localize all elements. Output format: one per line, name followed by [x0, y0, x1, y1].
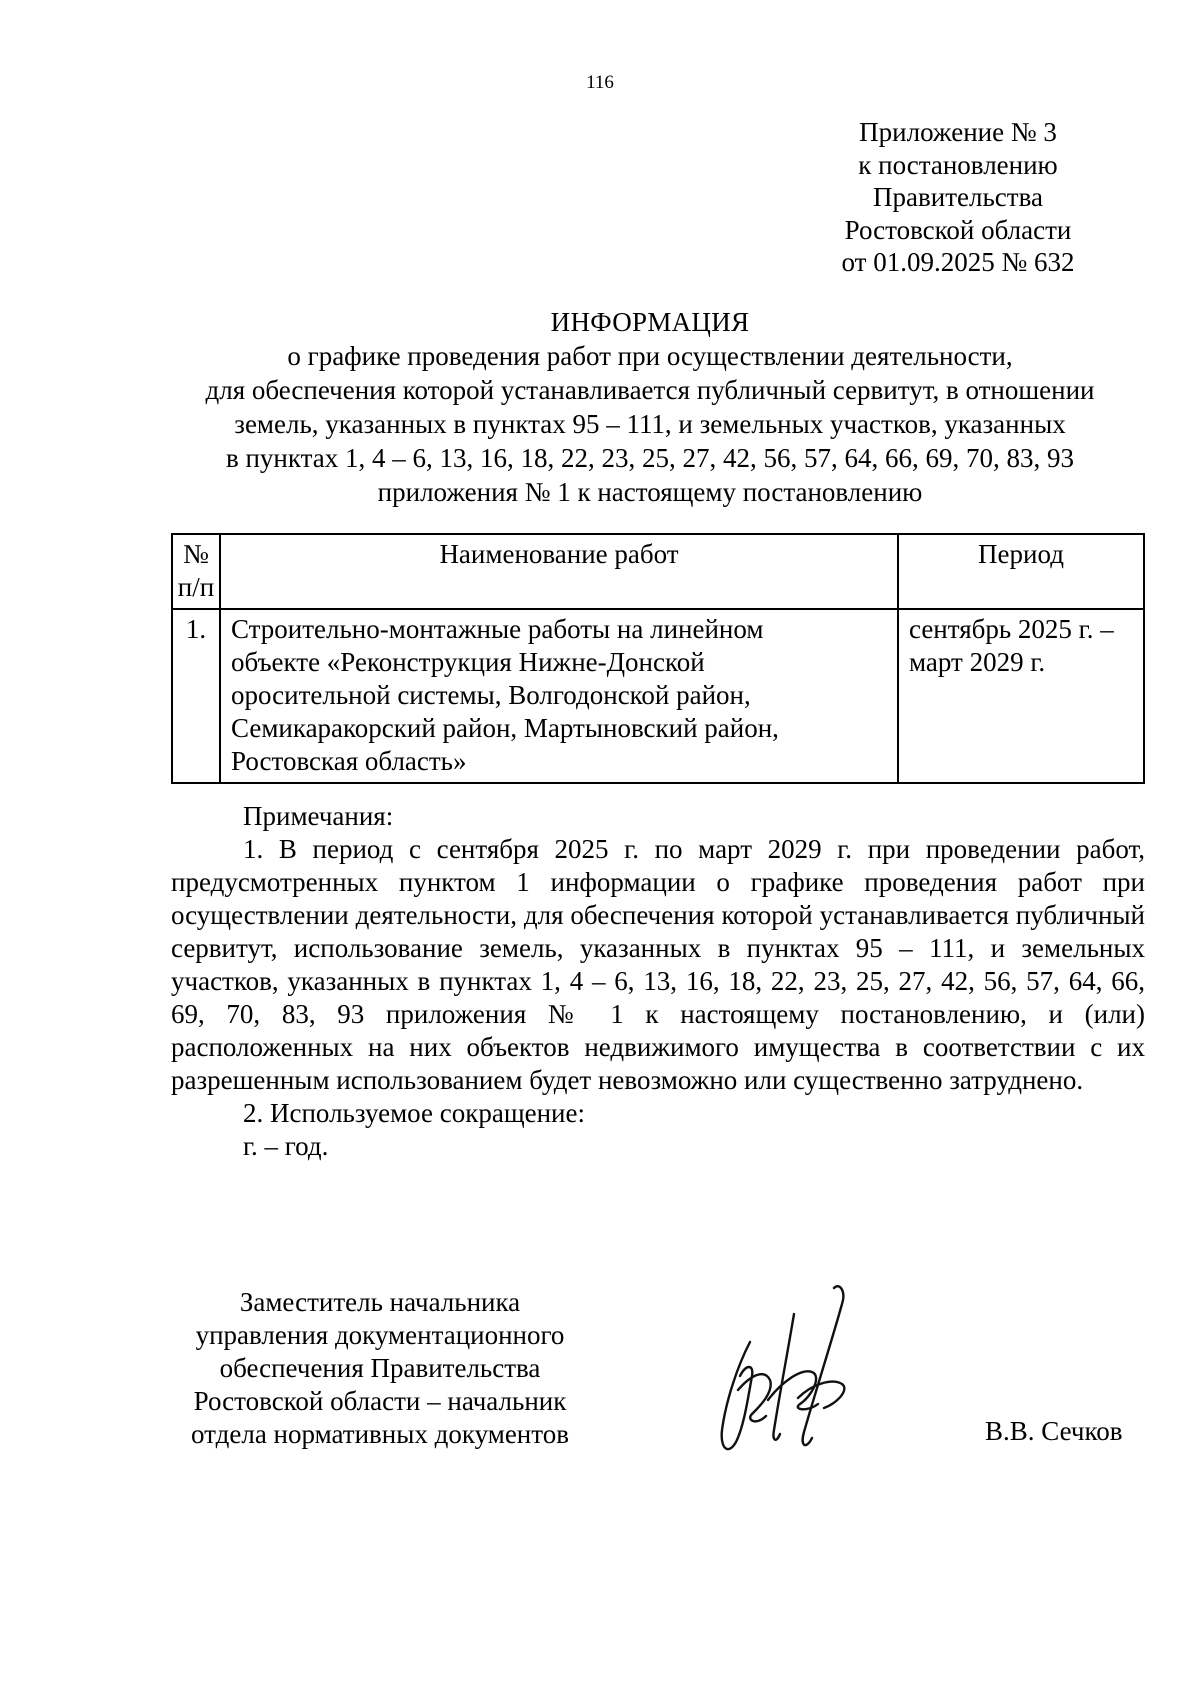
period-line: сентябрь 2025 г. – [909, 614, 1114, 644]
works-schedule-table [171, 533, 1145, 784]
work-name-line: объекте «Реконструкция Нижне-Донской [231, 647, 705, 677]
row-number: 1. [172, 609, 220, 783]
signer-position [150, 1286, 610, 1451]
header-num-line: № [183, 539, 209, 569]
row-period [898, 609, 1144, 783]
signer-position-line: управления документационного [195, 1320, 565, 1350]
column-header-period: Период [898, 534, 1144, 609]
heading-line: земель, указанных в пунктах 95 – 111, и земельных участков, указанных [234, 409, 1066, 439]
signer-position-line: отдела нормативных документов [191, 1419, 569, 1449]
notes-section [171, 800, 1145, 1163]
signer-position-line: обеспечения Правительства [219, 1353, 541, 1383]
signature-stroke [798, 1382, 844, 1408]
document-title: ИНФОРМАЦИЯ [550, 307, 750, 337]
appendix-line: Приложение № 3 [859, 117, 1057, 147]
table-row [172, 609, 1144, 783]
note-1: 1. В период с сентября 2025 г. по март 2029 г. при проведении работ, предусмотренных пунктом 1 информации о графике проведения работ при осуществлении деятельности, для обеспечения которой устанавливается публичный сервитут, использование земель, указанных в пунктах 95 – 111, и земельных участков, указанных в пунктах 1, 4 – 6, 13, 16, 18, 22, 23, 25, 27, 42, 56, 57, 64, 66, 69, 70, 83, 93 приложения № 1 к настоящему постановлению, и (или) расположенных на них объектов недвижимого имущества в соответствии с их разрешенным использованием будет невозможно или существенно затруднено. [171, 834, 1145, 1095]
heading-line: приложения № 1 к настоящему постановлению [377, 477, 923, 507]
work-name-line: Семикаракорский район, Мартыновский район, [231, 713, 779, 743]
appendix-reference [820, 116, 1096, 279]
note-2: 2. Используемое сокращение: [243, 1098, 585, 1128]
appendix-line: к постановлению [858, 149, 1058, 180]
signer-position-line: Заместитель начальника [239, 1287, 521, 1317]
header-num-line: п/п [177, 572, 215, 602]
signature-stroke [738, 1374, 771, 1421]
page-number: 116 [586, 72, 614, 93]
abbreviation: г. – год. [243, 1131, 329, 1161]
appendix-line: от 01.09.2025 № 632 [841, 247, 1075, 277]
column-header-number [172, 534, 220, 609]
notes-heading: Примечания: [243, 801, 394, 831]
work-name-line: Строительно-монтажные работы на линейном [231, 614, 764, 644]
table-header-row [172, 534, 1144, 609]
heading-line: в пунктах 1, 4 – 6, 13, 16, 18, 22, 23, 25, 27, 42, 56, 57, 64, 66, 69, 70, 83, 93 [225, 443, 1075, 473]
signer-name: В.В. Сечков [985, 1416, 1123, 1446]
document-heading [150, 305, 1150, 509]
heading-line: для обеспечения которой устанавливается публичный сервитут, в отношении [205, 375, 1095, 405]
work-name-line: Ростовская область» [231, 746, 467, 776]
signature-stroke [803, 1286, 844, 1445]
work-name-line: оросительной системы, Волгодонской район, [231, 680, 751, 710]
appendix-line: Правительства [873, 182, 1043, 212]
column-header-work-name: Наименование работ [220, 534, 898, 609]
heading-line: о графике проведения работ при осуществлении деятельности, [287, 341, 1013, 371]
row-work-name [220, 609, 898, 783]
handwritten-signature [708, 1280, 868, 1465]
signature-stroke [722, 1342, 753, 1449]
signature-stroke [768, 1371, 818, 1409]
appendix-line: Ростовской области [844, 214, 1072, 245]
period-line: март 2029 г. [909, 647, 1046, 677]
signer-position-line: Ростовской области – начальник [193, 1386, 567, 1416]
